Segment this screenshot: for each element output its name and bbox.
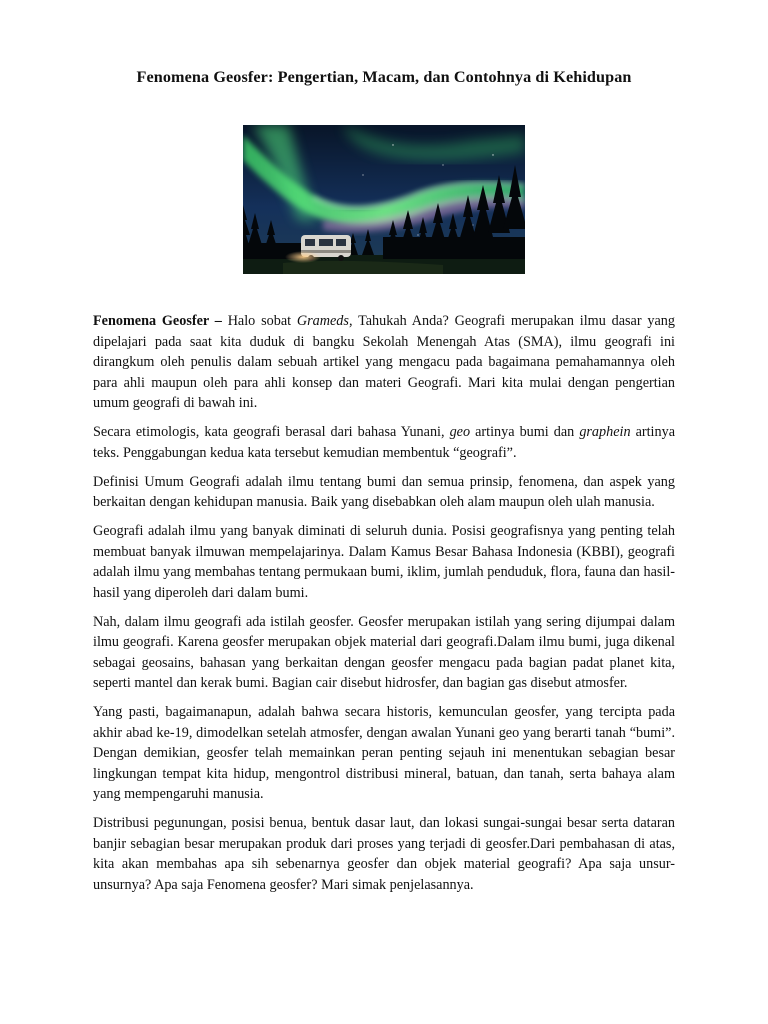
graphein-term: graphein (579, 424, 631, 440)
aurora-photo (243, 125, 525, 274)
page-title: Fenomena Geosfer: Pengertian, Macam, dan Contohnya di Kehidupan (136, 68, 632, 86)
geo-term: geo (449, 424, 471, 440)
paragraph-definition: Definisi Umum Geografi adalah ilmu tentang bumi dan semua prinsip, fenomena, dan aspek yang berkaitan dengan kehidupan manusia. Baik yang disebabkan oleh alam maupun oleh ulah manusia. (93, 473, 675, 510)
lead-term: Fenomena Geosfer – (93, 313, 222, 329)
etymology-text-3: artinya teks. Penggabungan kedua kata tersebut kemudian membentuk “geografi”. (93, 424, 675, 461)
paragraph-geosfer: Nah, dalam ilmu geografi ada istilah geosfer. Geosfer merupakan istilah yang sering dijumpai dalam ilmu geografi. Karena geosfer merupakan objek material dari geografi.Dalam ilmu bumi, juga dikenal sebagai geosains, bahasan yang berkaitan dengan geosfer mengacu pada bagian padat planet kita, seperti mantel dan kerak bumi. Bagian cair disebut hidrosfer, dan bagian gas disebut atmosfer. (93, 613, 675, 691)
paragraph-history: Yang pasti, bagaimanapun, adalah bahwa secara historis, kemunculan geosfer, yang tercipta pada akhir abad ke-19, dimodelkan setelah atmosfer, dengan awalan Yunani geo yang berarti tanah “bumi”. Dengan demikian, geosfer telah memainkan peran penting sejauh ini menentukan sebagian besar lingkungan tempat kita hidup, mengontrol distribusi mineral, batuan, dan tanah, serta bahaya alam yang mempengaruhi manusia. (93, 704, 675, 802)
paragraph-distribution: Distribusi pegunungan, posisi benua, bentuk dasar laut, dan lokasi sungai-sungai besar serta dataran banjir sebagian besar merupakan produk dari proses yang terjadi di geosfer.Dari pembahasan di atas, kita akan membahas apa sih sebenarnya geosfer dan objek material geografi? Apa saja unsur-unsurnya? Apa saja Fenomena geosfer? Mari simak penjelasannya. (93, 815, 675, 893)
article-body (93, 311, 675, 904)
grameds-term: Grameds (296, 313, 349, 329)
paragraph-kbbi: Geografi adalah ilmu yang banyak diminati di seluruh dunia. Posisi geografisnya yang penting telah membuat banyak ilmuwan mempelajarinya. Dalam Kamus Besar Bahasa Indonesia (KBBI), geografi adalah ilmu yang membahas tentang permukaan bumi, iklim, jumlah penduduk, flora, fauna dan hasil-hasil yang diperoleh dari dalam bumi. (93, 523, 675, 601)
intro-text-2: , Tahukah Anda? Geografi merupakan ilmu dasar yang dipelajari pada saat kita duduk di bangku Sekolah Menengah Atas (SMA), ilmu geografi ini dirangkum oleh penulis dalam sebuah artikel yang mengacu pada bagaimana pemahamannya oleh para ahli maupun oleh para ahli konsep dan materi Geografi. Mari kita mulai dengan pengertian umum geografi di bawah ini. (93, 313, 675, 411)
paragraph-intro (93, 311, 675, 414)
paragraph-etymology (93, 422, 675, 463)
etymology-text-2: artinya bumi dan (470, 424, 580, 440)
intro-text-1: Halo sobat (221, 313, 297, 329)
etymology-text-1: Secara etimologis, kata geografi berasal dari bahasa Yunani, (93, 424, 450, 440)
